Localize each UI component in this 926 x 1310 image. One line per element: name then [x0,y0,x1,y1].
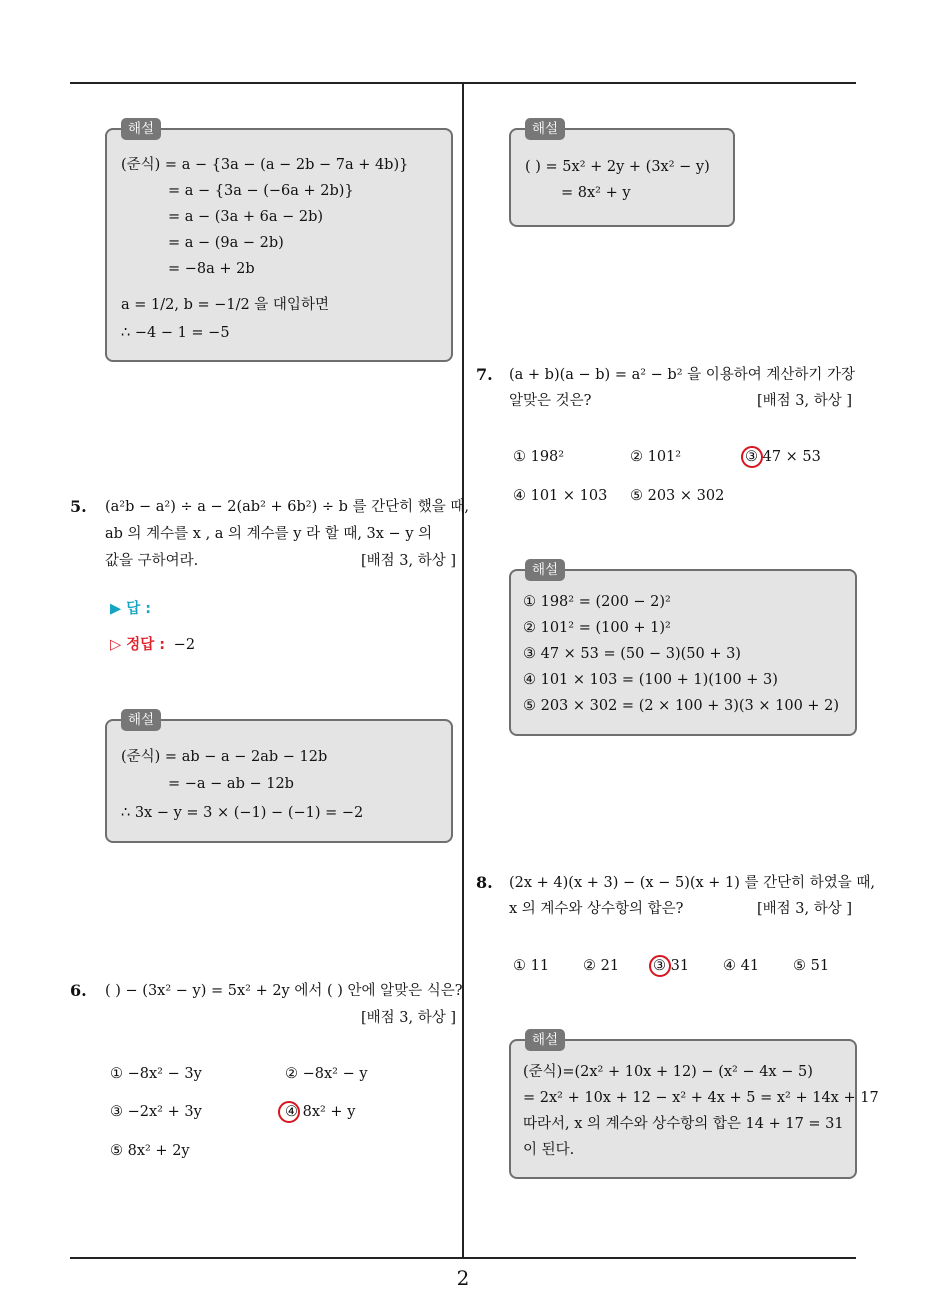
option-2[interactable]: ② −8x² − y [285,1066,368,1082]
selected-mark [741,446,763,468]
solution-line: = a − (9a − 2b) [168,235,284,251]
solution-line: (준식) = a − {3a − (a − 2b − 7a + 4b)} [121,157,409,173]
question-number: 6. [70,981,87,1000]
option-3[interactable]: ③ −2x² + 3y [110,1104,202,1120]
option-5[interactable]: ⑤ 51 [793,958,830,974]
solution-line: 이 된다. [523,1142,575,1158]
option-4[interactable]: ④ 41 [723,958,760,974]
answer-line [110,597,151,618]
solution-box-q7 [509,562,857,736]
question-text: (a + b)(a − b) = a² − b² 을 이용하여 계산하기 가장 [509,367,856,383]
correct-label: ▷ 정답 : [110,637,166,653]
solution-line: ∴ −4 − 1 = −5 [121,325,230,341]
selected-mark [649,955,671,977]
solution-line: (준식) = ab − a − 2ab − 12b [121,749,328,765]
solution-line: = −8a + 2b [168,261,255,277]
solution-box-q5 [105,712,453,843]
option-4[interactable]: ④ 8x² + y [285,1104,356,1120]
correct-answer-line [110,633,195,654]
question-number: 5. [70,497,87,516]
solution-tag: 해설 [121,118,161,140]
solution-line: ⑤ 203 × 302 = (2 × 100 + 3)(3 × 100 + 2) [523,698,840,714]
solution-line: = 2x² + 10x + 12 − x² + 4x + 5 = x² + 14x + 17 [523,1090,879,1106]
score-meta: [배점 3, 하상 ] [360,1010,456,1026]
solution-line: (준식)=(2x² + 10x + 12) − (x² − 4x − 5) [523,1064,813,1080]
solution-box-q6 [509,121,735,227]
option-3[interactable]: ③ 31 [653,958,690,974]
option-1[interactable]: ① 198² [513,449,565,465]
question-text: 알맞은 것은? [509,393,592,409]
solution-line: = −a − ab − 12b [168,776,294,792]
correct-value: −2 [173,637,196,653]
solution-line: ④ 101 × 103 = (100 + 1)(100 + 3) [523,672,778,688]
solution-box-q4 [105,121,453,362]
option-2[interactable]: ② 101² [630,449,682,465]
question-8 [476,870,876,930]
question-text: ab 의 계수를 x , a 의 계수를 y 라 할 때, 3x − y 의 [105,526,433,542]
option-5[interactable]: ⑤ 8x² + 2y [110,1143,190,1159]
option-5[interactable]: ⑤ 203 × 302 [630,488,725,504]
solution-line: ∴ 3x − y = 3 × (−1) − (−1) = −2 [121,805,364,821]
solution-line: = 8x² + y [561,185,631,201]
solution-tag: 해설 [525,559,565,581]
solution-line: ① 198² = (200 − 2)² [523,594,671,610]
option-2[interactable]: ② 21 [583,958,620,974]
solution-line: = a − (3a + 6a − 2b) [168,209,324,225]
solution-tag: 해설 [121,709,161,731]
option-1[interactable]: ① −8x² − 3y [110,1066,202,1082]
option-4[interactable]: ④ 101 × 103 [513,488,608,504]
question-text: (2x + 4)(x + 3) − (x − 5)(x + 1) 를 간단히 하였을 때, [509,875,876,891]
score-meta: [배점 3, 하상 ] [360,553,456,569]
question-number: 7. [476,365,493,384]
solution-line: ② 101² = (100 + 1)² [523,620,671,636]
option-3[interactable]: ③ 47 × 53 [745,449,821,465]
question-text: x 의 계수와 상수항의 합은? [509,901,684,917]
answer-label: ▶ 답 : [110,601,152,617]
solution-tag: 해설 [525,118,565,140]
option-1[interactable]: ① 11 [513,958,550,974]
solution-line: ( ) = 5x² + 2y + (3x² − y) [525,159,710,175]
solution-line: 따라서, x 의 계수와 상수항의 합은 14 + 17 = 31 [523,1116,844,1132]
score-meta: [배점 3, 하상 ] [756,901,852,917]
solution-line: a = 1/2, b = −1/2 을 대입하면 [121,297,329,313]
question-text: 값을 구하여라. [105,553,199,569]
solution-tag: 해설 [525,1029,565,1051]
solution-box-q8 [509,1032,879,1179]
page-number: 2 [456,1266,470,1290]
bottom-rule [70,1257,856,1259]
question-text: (a²b − a²) ÷ a − 2(ab² + 6b²) ÷ b 를 간단히 했을 때, [105,499,469,515]
question-text: ( ) − (3x² − y) = 5x² + 2y 에서 ( ) 안에 알맞은 식은? [105,983,463,999]
question-5 [70,494,469,584]
question-number: 8. [476,873,493,892]
solution-line: = a − {3a − (−6a + 2b)} [168,183,354,199]
selected-mark [278,1101,300,1123]
score-meta: [배점 3, 하상 ] [756,393,852,409]
solution-line: ③ 47 × 53 = (50 − 3)(50 + 3) [523,646,741,662]
question-6 [70,978,463,1038]
column-divider [462,84,464,1257]
question-7 [476,362,858,422]
